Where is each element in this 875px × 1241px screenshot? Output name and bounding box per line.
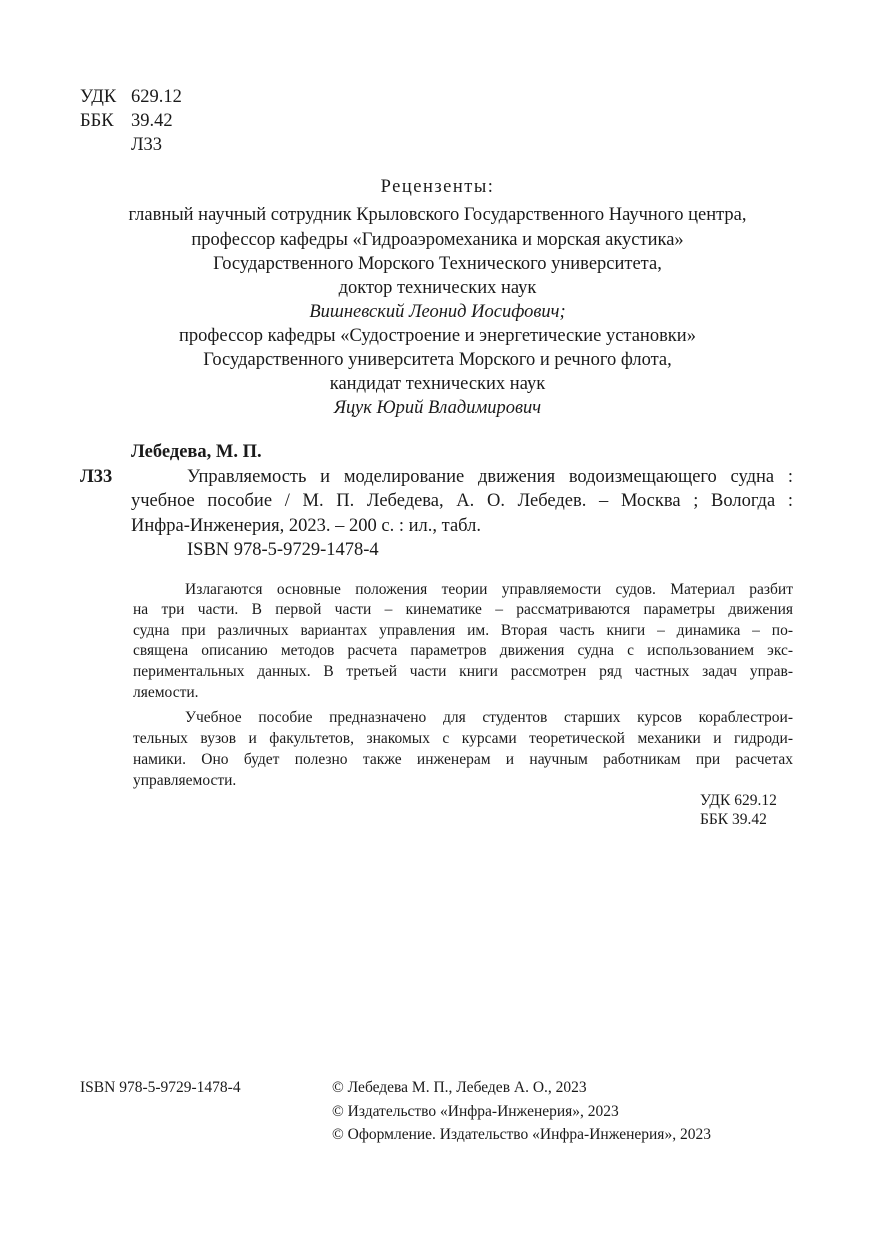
abstract-line: намики. Оно будет полезно также инженерам и научным работникам при расчетах (133, 751, 793, 768)
udk-label: УДК (80, 87, 117, 107)
reviewers-heading: Рецензенты: (380, 177, 495, 197)
copyright-line: © Издательство «Инфра-Инженерия», 2023 (332, 1103, 619, 1120)
reviewer-line: Государственного университета Морского и речного флота, (203, 350, 672, 370)
bib-line: Управляемость и моделирование движения водоизмещающего судна : (187, 467, 793, 487)
abstract-line: периментальных данных. В третьей части книги рассмотрен ряд частных задач управ- (133, 663, 793, 680)
bib-line: учебное пособие / М. П. Лебедева, А. О. Лебедев. – Москва ; Вологда : (131, 491, 793, 511)
reviewer-line: профессор кафедры «Судостроение и энергетические установки» (179, 326, 696, 346)
author-heading: Лебедева, М. П. (131, 442, 262, 462)
abstract-line: управляемости. (133, 772, 237, 789)
bbk-value: 39.42 (131, 111, 173, 131)
reviewer-line: главный научный сотрудник Крыловского Государственного Научного центра, (128, 205, 747, 225)
udk-value: 629.12 (131, 87, 182, 107)
isbn: ISBN 978-5-9729-1478-4 (187, 540, 379, 560)
reviewer-line: Государственного Морского Технического университета, (213, 254, 662, 274)
footer-isbn: ISBN 978-5-9729-1478-4 (80, 1079, 241, 1096)
reviewer-name: Вишневский Леонид Иосифович; (309, 302, 566, 322)
abstract-bbk: ББК 39.42 (700, 811, 767, 828)
bib-line: Инфра-Инженерия, 2023. – 200 с. : ил., табл. (131, 516, 481, 536)
author-mark: Л33 (131, 135, 163, 155)
reviewer-line: кандидат технических наук (329, 374, 546, 394)
bbk-label: ББК (80, 111, 114, 131)
abstract-line: на три части. В первой части – кинематике – рассматриваются параметры движения (133, 601, 793, 618)
abstract-line: ляемости. (133, 684, 199, 701)
abstract-udk: УДК 629.12 (700, 792, 777, 809)
author-mark: Л33 (80, 467, 113, 487)
abstract-line: Учебное пособие предназначено для студентов старших курсов кораблестрои- (185, 709, 793, 726)
abstract-line: священа описанию методов расчета параметров движения судна с использованием экс- (133, 642, 793, 659)
reviewer-name: Яцук Юрий Владимирович (333, 398, 542, 418)
copyright-line: © Оформление. Издательство «Инфра-Инженерия», 2023 (332, 1126, 711, 1143)
abstract-line: Излагаются основные положения теории управляемости судов. Материал разбит (185, 581, 793, 598)
abstract-line: судна при различных вариантах управления им. Вторая часть книги – динамика – по- (133, 622, 793, 639)
reviewer-line: доктор технических наук (338, 278, 537, 298)
copyright-line: © Лебедева М. П., Лебедев А. О., 2023 (332, 1079, 587, 1096)
abstract-line: тельных вузов и факультетов, знакомых с курсами теоретической механики и гидроди- (133, 730, 793, 747)
reviewer-line: профессор кафедры «Гидроаэромеханика и морская акустика» (191, 230, 684, 250)
